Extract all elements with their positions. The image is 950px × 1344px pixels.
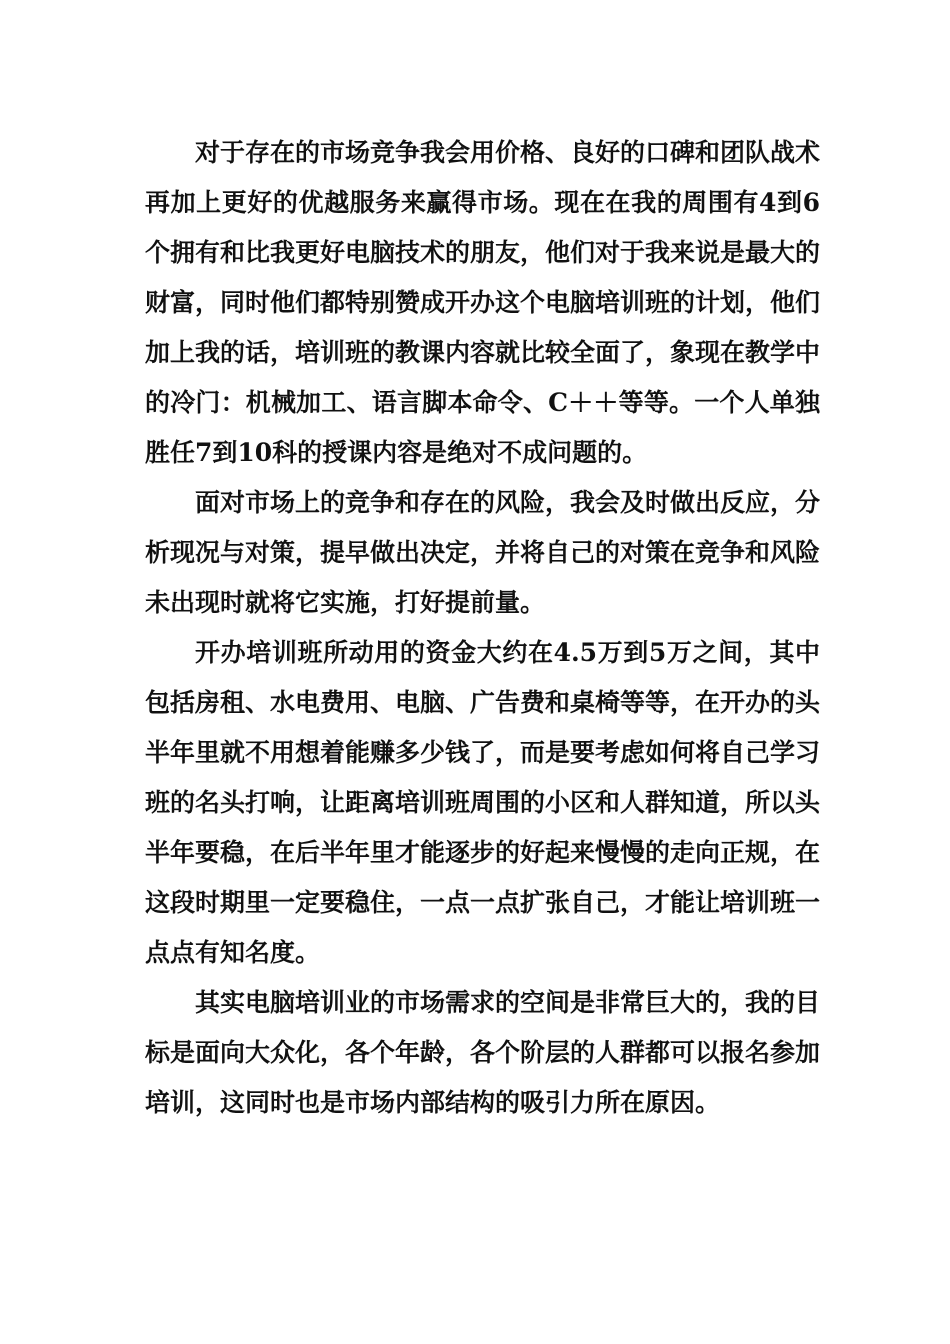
document-body (145, 128, 820, 1128)
paragraph-competition-strategy: 对于存在的市场竞争我会用价格、良好的口碑和团队战术再加上更好的优越服务来赢得市场。现在在我的周围有4到6个拥有和比我更好电脑技术的朋友，他们对于我来说是最大的财富，同时他们都特别赞成开办这个电脑培训班的计划，他们加上我的话，培训班的教课内容就比较全面了，象现在教学中的冷门：机械加工、语言脚本命令、C＋＋等等。一个人单独胜任7到10科的授课内容是绝对不成问题的。 (145, 138, 821, 467)
paragraph-risk-response: 面对市场上的竞争和存在的风险，我会及时做出反应，分析现况与对策，提早做出决定，并将自己的对策在竞争和风险未出现时就将它实施，打好提前量。 (145, 488, 821, 617)
paragraph-market-demand: 其实电脑培训业的市场需求的空间是非常巨大的，我的目标是面向大众化，各个年龄，各个阶层的人群都可以报名参加培训，这同时也是市场内部结构的吸引力所在原因。 (145, 988, 821, 1117)
paragraph-funding-plan: 开办培训班所动用的资金大约在4.5万到5万之间，其中包括房租、水电费用、电脑、广告费和桌椅等等，在开办的头半年里就不用想着能赚多少钱了，而是要考虑如何将自己学习班的名头打响，让距离培训班周围的小区和人群知道，所以头半年要稳，在后半年里才能逐步的好起来慢慢的走向正规，在这段时期里一定要稳住，一点一点扩张自己，才能让培训班一点点有知名度。 (145, 638, 821, 967)
